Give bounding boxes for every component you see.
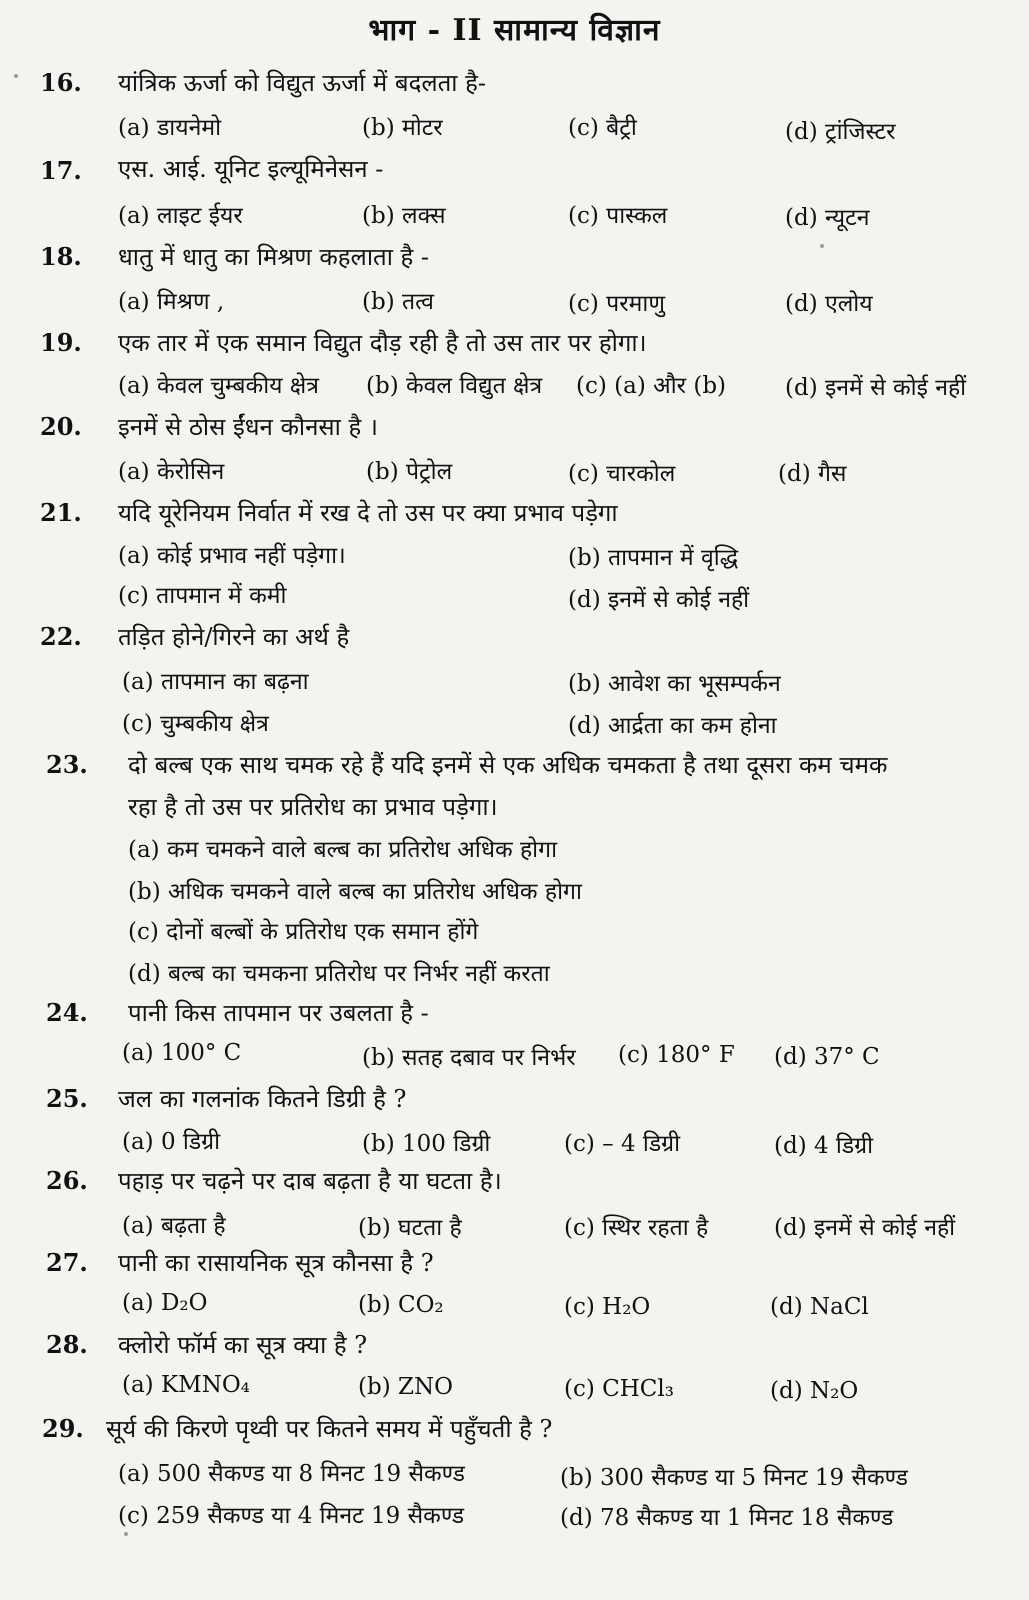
option-b: (b) सतह दबाव पर निर्भर	[362, 1045, 576, 1071]
option-d: (d) आर्द्रता का कम होना	[568, 713, 777, 739]
question-number: 27.	[46, 1248, 88, 1277]
page-title: भाग - II सामान्य विज्ञान	[368, 13, 661, 48]
option-b: (b) 300 सैकण्ड या 5 मिनट 19 सैकण्ड	[560, 1465, 908, 1491]
option-c: (c) परमाणु	[568, 291, 665, 317]
question-text: क्लोरो फॉर्म का सूत्र क्या है ?	[118, 1331, 368, 1359]
option-a: (a) D₂O	[122, 1290, 208, 1316]
question-text: सूर्य की किरणे पृथ्वी पर कितने समय में पहुँचती है ?	[106, 1415, 553, 1443]
option-a: (a) KMNO₄	[122, 1372, 250, 1398]
option-a: (a) 100° C	[122, 1040, 242, 1066]
option-a: (a) 0 डिग्री	[122, 1129, 221, 1155]
option-c: (c) – 4 डिग्री	[564, 1131, 681, 1157]
option-a: (a) कम चमकने वाले बल्ब का प्रतिरोध अधिक होगा	[128, 837, 558, 863]
option-d: (d) 78 सैकण्ड या 1 मिनट 18 सैकण्ड	[560, 1505, 894, 1531]
question-text: एक तार में एक समान विद्युत दौड़ रही है तो उस तार पर होगा।	[118, 329, 647, 357]
option-b: (b) घटता है	[358, 1215, 462, 1241]
option-d: (d) ट्रांजिस्टर	[785, 119, 896, 145]
option-d: (d) इनमें से कोई नहीं	[568, 587, 750, 613]
question-text-continued: रहा है तो उस पर प्रतिरोध का प्रभाव पड़ेगा।	[128, 793, 498, 821]
option-b: (b) पेट्रोल	[366, 459, 453, 485]
question-number: 19.	[40, 328, 82, 357]
option-a: (a) मिश्रण ,	[118, 289, 225, 315]
option-d: (d) 37° C	[774, 1044, 880, 1070]
question-text: पहाड़ पर चढ़ने पर दाब बढ़ता है या घटता है।	[118, 1167, 502, 1195]
scan-speck	[14, 74, 18, 78]
option-b: (b) 100 डिग्री	[362, 1131, 491, 1157]
option-c: (c) (a) और (b)	[576, 373, 727, 399]
option-b: (b) अधिक चमकने वाले बल्ब का प्रतिरोध अधिक होगा	[128, 879, 582, 905]
option-a: (a) कोई प्रभाव नहीं पड़ेगा।	[118, 543, 346, 569]
option-b: (b) CO₂	[358, 1292, 444, 1318]
question-text: इनमें से ठोस ईंधन कौनसा है ।	[118, 413, 378, 441]
option-c: (c) तापमान में कमी	[118, 583, 287, 609]
question-text: पानी का रासायनिक सूत्र कौनसा है ?	[118, 1249, 434, 1277]
option-c: (c) दोनों बल्बों के प्रतिरोध एक समान होंगे	[128, 919, 479, 945]
option-d: (d) बल्ब का चमकना प्रतिरोध पर निर्भर नहीं करता	[128, 961, 550, 987]
option-d: (d) NaCl	[770, 1294, 869, 1320]
option-c: (c) बैट्री	[568, 115, 637, 141]
option-d: (d) इनमें से कोई नहीं	[774, 1215, 956, 1241]
option-c: (c) CHCl₃	[564, 1376, 674, 1402]
question-number: 24.	[46, 998, 88, 1027]
option-b: (b) केवल विद्युत क्षेत्र	[366, 373, 543, 399]
question-number: 25.	[46, 1084, 88, 1113]
option-c: (c) 259 सैकण्ड या 4 मिनट 19 सैकण्ड	[118, 1503, 465, 1529]
option-a: (a) 500 सैकण्ड या 8 मिनट 19 सैकण्ड	[118, 1461, 465, 1487]
question-text: धातु में धातु का मिश्रण कहलाता है -	[118, 243, 430, 271]
question-text: एस. आई. यूनिट इल्यूमिनेसन -	[118, 155, 384, 183]
option-a: (a) डायनेमो	[118, 115, 222, 141]
option-d: (d) इनमें से कोई नहीं	[785, 375, 967, 401]
option-c: (c) H₂O	[564, 1294, 651, 1320]
option-c: (c) पास्कल	[568, 203, 668, 229]
question-text: दो बल्ब एक साथ चमक रहे हैं यदि इनमें से एक अधिक चमकता है तथा दूसरा कम चमक	[128, 751, 888, 779]
option-c: (c) स्थिर रहता है	[564, 1215, 709, 1241]
option-d: (d) N₂O	[770, 1378, 859, 1404]
question-number: 29.	[42, 1414, 84, 1443]
option-b: (b) मोटर	[362, 115, 443, 141]
scan-speck	[820, 244, 824, 248]
question-number: 18.	[40, 242, 82, 271]
option-b: (b) लक्स	[362, 203, 446, 229]
option-d: (d) 4 डिग्री	[774, 1133, 874, 1159]
option-a: (a) बढ़ता है	[122, 1213, 226, 1239]
option-c: (c) चुम्बकीय क्षेत्र	[122, 711, 269, 737]
question-number: 22.	[40, 622, 82, 651]
option-b: (b) तत्व	[362, 289, 434, 315]
question-number: 16.	[40, 68, 82, 97]
option-b: (b) आवेश का भूसम्पर्कन	[568, 671, 781, 697]
option-c: (c) चारकोल	[568, 461, 676, 487]
option-a: (a) केरोसिन	[118, 459, 225, 485]
option-d: (d) गैस	[778, 461, 847, 487]
question-number: 20.	[40, 412, 82, 441]
question-text: जल का गलनांक कितने डिग्री है ?	[118, 1085, 407, 1113]
option-d: (d) न्यूटन	[785, 205, 870, 231]
question-number: 26.	[46, 1166, 88, 1195]
question-text: तड़ित होने/गिरने का अर्थ है	[118, 623, 350, 651]
option-b: (b) ZNO	[358, 1374, 453, 1400]
question-number: 23.	[46, 750, 88, 779]
question-number: 17.	[40, 156, 82, 185]
option-d: (d) एलोय	[785, 291, 873, 317]
question-text: पानी किस तापमान पर उबलता है -	[128, 999, 429, 1027]
scan-speck	[124, 1532, 128, 1536]
question-text: यदि यूरेनियम निर्वात में रख दे तो उस पर क्या प्रभाव पड़ेगा	[118, 499, 618, 527]
question-number: 21.	[40, 498, 82, 527]
question-text: यांत्रिक ऊर्जा को विद्युत ऊर्जा में बदलता है-	[118, 69, 486, 97]
option-a: (a) लाइट ईयर	[118, 203, 243, 229]
option-b: (b) तापमान में वृद्धि	[568, 545, 739, 571]
question-number: 28.	[46, 1330, 88, 1359]
option-a: (a) केवल चुम्बकीय क्षेत्र	[118, 373, 319, 399]
option-a: (a) तापमान का बढ़ना	[122, 669, 309, 695]
option-c: (c) 180° F	[618, 1042, 735, 1068]
